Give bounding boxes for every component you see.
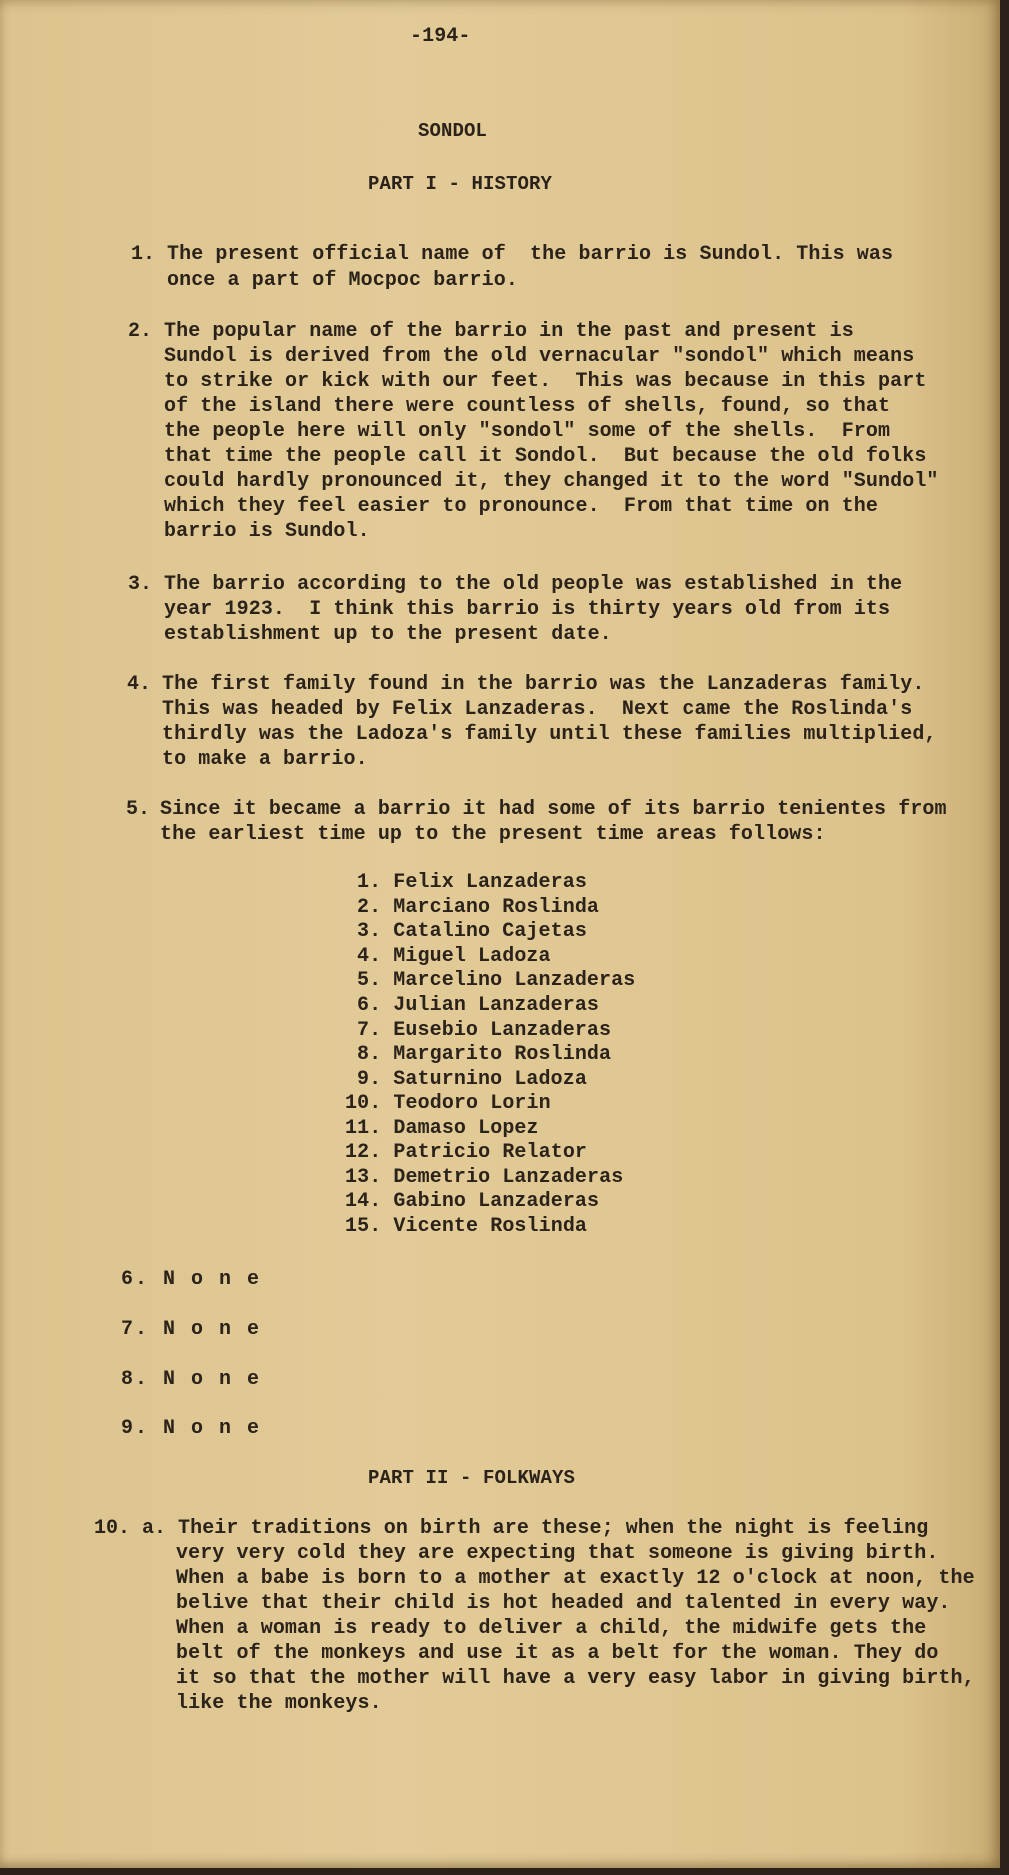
item4-line: The first family found in the barrio was the Lanzaderas family. [162, 673, 925, 696]
item2-line: The popular name of the barrio in the past and present is [164, 320, 854, 343]
item4-line: to make a barrio. [162, 748, 368, 771]
item2-line: which they feel easier to pronounce. From that time on the [164, 495, 879, 518]
item2-line: the people here will only "sondol" some of the shells. From [164, 420, 891, 443]
item2-line: could hardly pronounced it, they changed it to the word "Sundol" [164, 470, 939, 493]
teniente-list-item: 6. Julian Lanzaderas [357, 994, 600, 1017]
teniente-list-item: 13. Demetrio Lanzaderas [345, 1166, 624, 1189]
none-item: 8. N o n e [121, 1368, 262, 1391]
teniente-list-item: 8. Margarito Roslinda [357, 1043, 612, 1066]
item3-line: year 1923. I think this barrio is thirty years old from its [164, 598, 891, 621]
item2-line: barrio is Sundol. [164, 520, 370, 543]
teniente-list-item: 1. Felix Lanzaderas [357, 871, 587, 894]
item-number: 4. [127, 673, 152, 696]
teniente-list-item: 9. Saturnino Ladoza [357, 1068, 587, 1091]
item2-line: of the island there were countless of shells, found, so that [164, 395, 891, 418]
item-number: 10. a. [94, 1517, 167, 1540]
teniente-list-item: 4. Miguel Ladoza [357, 945, 551, 968]
item2-line: that time the people call it Sondol. But because the old folks [164, 445, 927, 468]
item10-line: When a woman is ready to deliver a child, the midwife gets the [176, 1617, 927, 1640]
item-number: 2. [128, 320, 153, 343]
item10-line: belt of the monkeys and use it as a belt for the woman. They do [176, 1642, 939, 1665]
item-number: 3. [128, 573, 153, 596]
item-number: 5. [126, 798, 151, 821]
teniente-list-item: 11. Damaso Lopez [345, 1117, 539, 1140]
none-item: 7. N o n e [121, 1318, 262, 1341]
teniente-list-item: 15. Vicente Roslinda [345, 1215, 588, 1238]
none-item: 9. N o n e [121, 1417, 262, 1440]
document-title: SONDOL [418, 120, 488, 142]
teniente-list-item: 10. Teodoro Lorin [345, 1092, 551, 1115]
item4-line: This was headed by Felix Lanzaderas. Next came the Roslinda's [162, 698, 913, 721]
teniente-list-item: 12. Patricio Relator [345, 1141, 588, 1164]
item10-line: When a babe is born to a mother at exactly 12 o'clock at noon, the [176, 1567, 975, 1590]
item10-line: it so that the mother will have a very easy labor in giving birth, [176, 1667, 975, 1690]
teniente-list-item: 7. Eusebio Lanzaderas [357, 1019, 612, 1042]
item5-line: the earliest time up to the present time areas follows: [160, 823, 826, 846]
teniente-list-item: 14. Gabino Lanzaderas [345, 1190, 600, 1213]
item10-line: belive that their child is hot headed and talented in every way. [176, 1592, 951, 1615]
none-item: 6. N o n e [121, 1268, 262, 1291]
page-number: -194- [410, 25, 471, 48]
item3-line: The barrio according to the old people was established in the [164, 573, 903, 596]
item4-line: thirdly was the Ladoza's family until these families multiplied, [162, 723, 937, 746]
item2-line: Sundol is derived from the old vernacular "sondol" which means [164, 345, 915, 368]
item10-line: very very cold they are expecting that someone is giving birth. [176, 1542, 939, 1565]
part1-heading: PART I - HISTORY [368, 173, 553, 195]
item3-line: establishment up to the present date. [164, 623, 612, 646]
item2-line: to strike or kick with our feet. This was because in this part [164, 370, 927, 393]
item5-line: Since it became a barrio it had some of its barrio tenientes from [160, 798, 947, 821]
teniente-list-item: 3. Catalino Cajetas [357, 920, 587, 943]
teniente-list-item: 5. Marcelino Lanzaderas [357, 969, 636, 992]
part2-heading: PART II - FOLKWAYS [368, 1467, 576, 1489]
item10-line: like the monkeys. [176, 1692, 382, 1715]
item10-line: Their traditions on birth are these; when the night is feeling [178, 1517, 929, 1540]
item1-line: The present official name of the barrio is Sundol. This was [167, 243, 894, 266]
item-number: 1. [131, 243, 156, 266]
teniente-list-item: 2. Marciano Roslinda [357, 896, 600, 919]
item1-line: once a part of Mocpoc barrio. [167, 269, 518, 292]
